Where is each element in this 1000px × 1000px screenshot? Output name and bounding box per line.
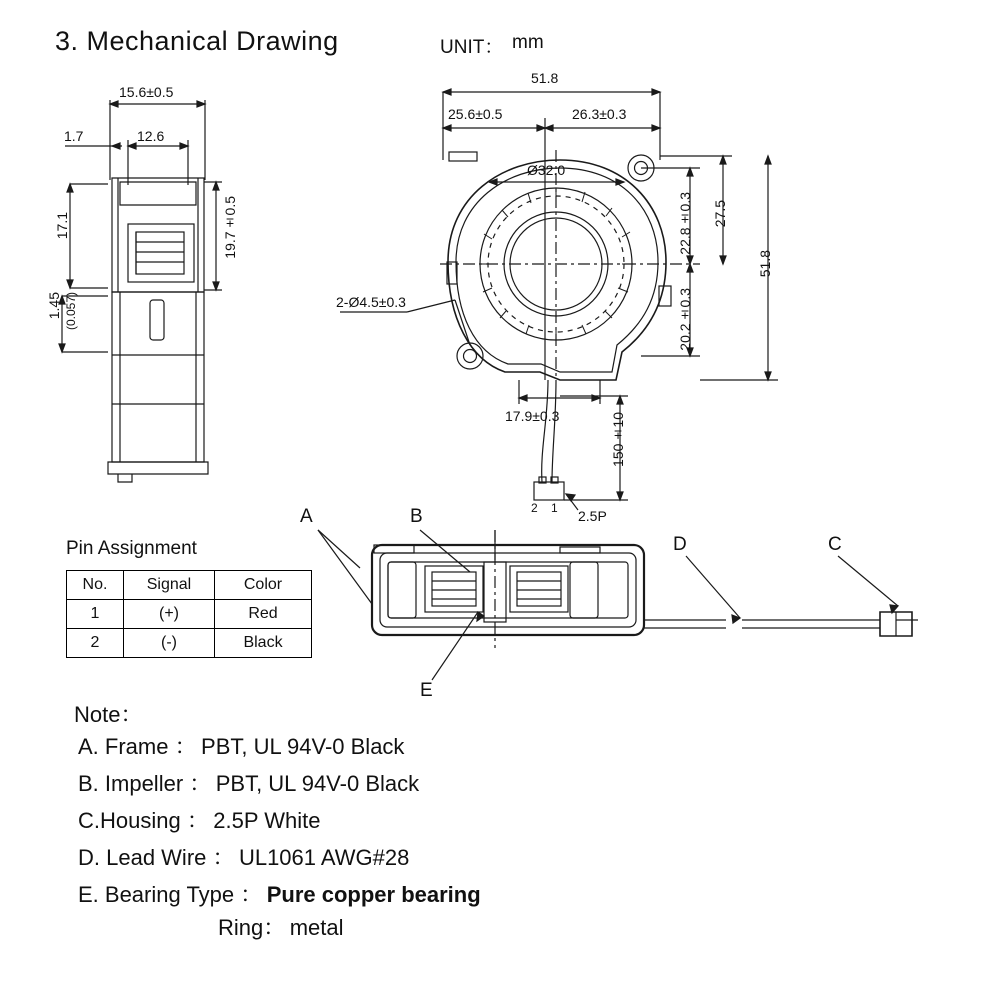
note-key-d: D. Lead Wire ： xyxy=(78,845,235,870)
dim-51-8: 51.8 xyxy=(757,250,773,278)
unit-value: mm xyxy=(512,32,544,53)
callout-b: B xyxy=(410,506,423,527)
dim-thickness: 1.45 xyxy=(46,292,62,320)
dim-inner-width: 12.6 xyxy=(137,128,165,144)
note-item-bearing xyxy=(78,878,778,909)
pin-assignment-table xyxy=(66,570,312,658)
dim-22-8: 22.8±0.3 xyxy=(677,192,693,255)
note-value-a: PBT, UL 94V-0 Black xyxy=(201,734,405,759)
cell-signal-1: (+) xyxy=(124,600,215,629)
note-key-a: A. Frame ： xyxy=(78,734,197,759)
note-value-c: 2.5P White xyxy=(213,808,321,833)
note-key-e: E. Bearing Type ： xyxy=(78,882,263,907)
col-no: No. xyxy=(67,571,124,600)
col-signal: Signal xyxy=(124,571,215,600)
notes-list xyxy=(78,730,778,942)
dim-inlet-diameter: Ø32.0 xyxy=(527,162,566,178)
callout-d: D xyxy=(673,534,687,555)
dim-lead-length: 150±10 xyxy=(610,412,626,467)
dim-edge: 1.7 xyxy=(64,128,84,144)
dim-20-2: 20.2±0.3 xyxy=(677,288,693,351)
note-key-b: B. Impeller ： xyxy=(78,771,212,796)
dim-seg-left: 25.6±0.5 xyxy=(448,106,503,122)
dim-mount-holes: 2-Ø4.5±0.3 xyxy=(336,294,406,310)
callout-c: C xyxy=(828,534,842,555)
dim-outlet-width: 17.9±0.3 xyxy=(505,408,560,424)
note-item-ring xyxy=(78,911,778,942)
cell-signal-2: (-) xyxy=(124,629,215,658)
cell-no-1: 1 xyxy=(67,600,124,629)
cell-color-1: Red xyxy=(215,600,312,629)
note-key-c: C.Housing ： xyxy=(78,808,209,833)
dim-height-left: 17.1 xyxy=(54,212,70,240)
dim-seg-right: 26.3±0.3 xyxy=(572,106,627,122)
dim-overall-width: 15.6±0.5 xyxy=(119,84,174,100)
dim-height-right: 19.7±0.5 xyxy=(222,196,238,259)
dim-27-5: 27.5 xyxy=(712,200,728,228)
note-value-b: PBT, UL 94V-0 Black xyxy=(215,771,420,796)
dim-overall-length: 51.8 xyxy=(531,70,559,86)
note-item-impeller xyxy=(78,767,778,798)
table-row xyxy=(67,600,312,629)
table-row xyxy=(67,629,312,658)
notes-heading: Note： xyxy=(74,702,143,727)
page-title: 3. Mechanical Drawing xyxy=(55,26,339,56)
pin-assignment-table-wrap xyxy=(66,570,312,658)
pin-2-label: 2 xyxy=(531,501,538,515)
unit-label: UNIT： xyxy=(440,37,504,58)
callout-a: A xyxy=(300,506,313,527)
note-key-ring: Ring： xyxy=(218,915,286,940)
connector-type-label: 2.5P xyxy=(578,508,607,524)
pin-1-label: 1 xyxy=(551,501,558,515)
cell-no-2: 2 xyxy=(67,629,124,658)
note-item-frame xyxy=(78,730,778,761)
cell-color-2: Black xyxy=(215,629,312,658)
note-value-ring: metal xyxy=(289,915,344,940)
note-value-d: UL1061 AWG#28 xyxy=(238,845,410,870)
note-item-housing xyxy=(78,804,778,835)
table-header-row xyxy=(67,571,312,600)
col-color: Color xyxy=(215,571,312,600)
callout-e: E xyxy=(420,680,433,701)
pin-assignment-title: Pin Assignment xyxy=(66,538,197,559)
note-value-e: Pure copper bearing xyxy=(266,882,481,907)
dim-thickness-inch: (0.057) xyxy=(64,292,78,331)
note-item-lead-wire xyxy=(78,841,778,872)
